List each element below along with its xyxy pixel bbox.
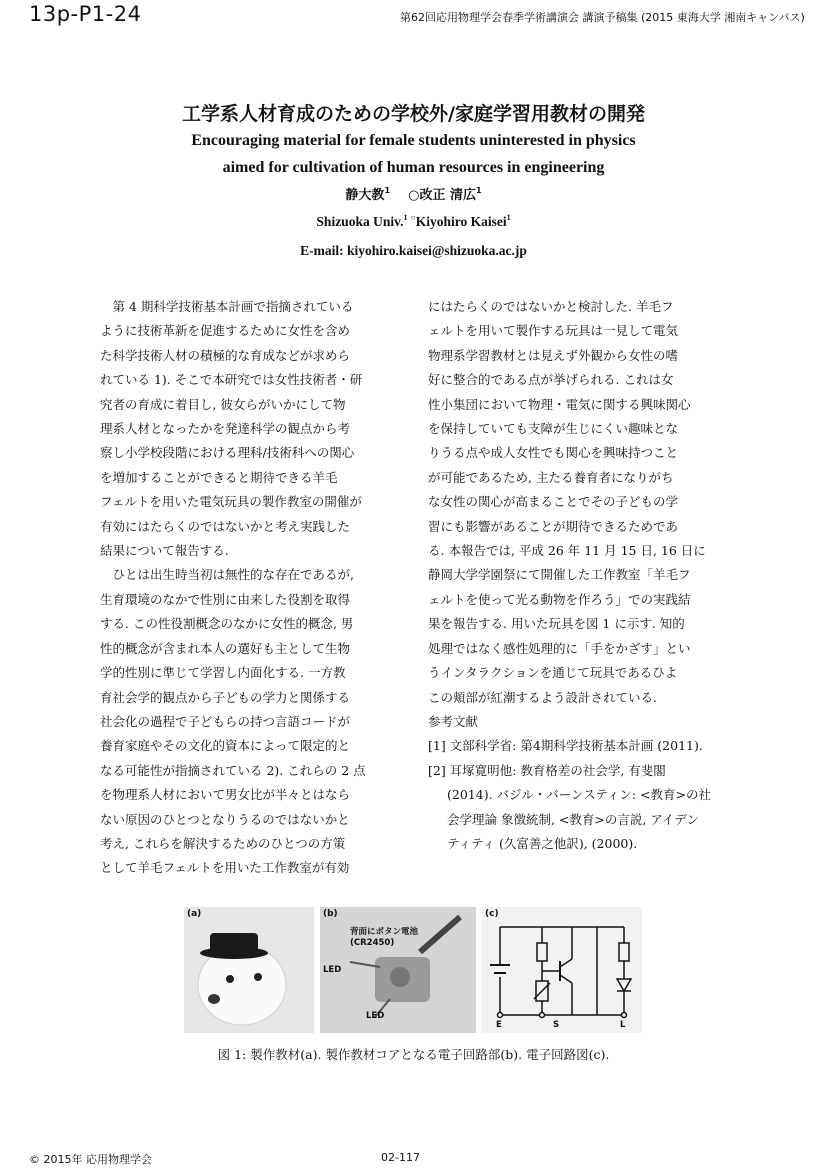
reference-line: [1] 文部科学省: 第4期科学技術基本計画 (2011). xyxy=(428,738,703,754)
paragraph-line: 物理系学習教材とは見えず外観から女性の嗜 xyxy=(428,347,679,363)
paragraph-line: ひとは出生時当初は無性的な存在であるが, xyxy=(100,567,354,583)
reference-line: ティティ (久富善之他訳), (2000). xyxy=(447,835,638,851)
paragraph-line: 第 4 期科学技術基本計画で指摘されている xyxy=(100,299,354,314)
terminal-label-s: S xyxy=(553,1020,560,1030)
footer-copyright: © 2015年 応用物理学会 xyxy=(29,1153,152,1166)
paragraph-line: 育社会学的観点から子どもの学力と関係する xyxy=(100,689,351,705)
paragraph-line: 究者の育成に着目し, 彼女らがいかにして物 xyxy=(100,396,346,412)
affiliation-en: Shizuoka Univ. xyxy=(316,214,404,229)
presenter-mark-en: ○ xyxy=(410,213,416,222)
title-english-line-1: Encouraging material for female students uninterested in physics xyxy=(191,132,636,149)
paragraph-line: りうる点や成人女性でも関心を興味持つこと xyxy=(428,445,679,461)
affil-sup-2: 1 xyxy=(506,213,511,222)
figure-panel-a xyxy=(184,907,314,1033)
circuit-diagram xyxy=(482,907,642,1033)
right-column xyxy=(428,295,748,856)
terminal-label-e: E xyxy=(496,1020,502,1030)
paragraph-line: ように技術革新を促進するために女性を含め xyxy=(100,323,351,339)
led-label-1: LED xyxy=(323,965,342,975)
paper-id: 13p-P1-24 xyxy=(29,2,142,26)
paragraph-line: する. この性役割概念のなかに女性的概念, 男 xyxy=(100,616,354,632)
paragraph-line: 習にも影響があることが期待できるためであ xyxy=(428,518,679,534)
paragraph-line: 考え, これらを解決するためのひとつの方策 xyxy=(100,835,346,851)
conference-header: 第62回応用物理学会春季学術講演会 講演予稿集 (2015 東海大学 湘南キャンパス) xyxy=(400,11,805,24)
paragraph-line: 処理ではなく感性処理的に「手をかざす」とい xyxy=(428,640,691,656)
paragraph-line: 性的概念が含まれ本人の選好も主として生物 xyxy=(100,640,351,656)
figure-panel-c xyxy=(482,907,642,1033)
battery-model-label: (CR2450) xyxy=(350,938,395,948)
paragraph-line: れている 1). そこで本研究では女性技術者・研 xyxy=(100,372,363,388)
authors-english xyxy=(0,214,827,230)
figure-caption: 図 1: 製作教材(a). 製作教材コアとなる電子回路部(b). 電子回路図(c). xyxy=(217,1047,610,1062)
title-japanese: 工学系人材育成のための学校外/家庭学習用教材の開発 xyxy=(182,103,645,125)
panel-label-b: (b) xyxy=(323,909,338,919)
email-line: E-mail: kiyohiro.kaisei@shizuoka.ac.jp xyxy=(300,243,527,258)
paragraph-line: 養育家庭やその文化的資本によって限定的と xyxy=(100,738,351,754)
title-english-line-2: aimed for cultivation of human resources in engineering xyxy=(222,159,605,176)
author-affil-1: 静大教 xyxy=(345,188,385,203)
paragraph-line: た科学技術人材の積極的な育成などが求めら xyxy=(100,347,351,363)
paragraph-line: 理系人材となったかを発達科学の観点から考 xyxy=(100,421,351,437)
author-sup-2: 1 xyxy=(476,186,482,195)
paragraph-line: 社会化の過程で子どもらの持つ言語コードが xyxy=(100,713,351,729)
reference-line: (2014). バジル・バーンスティン: <教育>の社 xyxy=(447,787,711,803)
authors-japanese xyxy=(0,184,827,203)
paragraph-line: 結果について報告する. xyxy=(100,543,229,559)
left-column xyxy=(100,295,405,881)
reference-line: 会学理論 象徴統制, <教育>の言説, アイデン xyxy=(447,811,699,827)
paragraph-line: 性小集団において物理・電気に関する興味関心 xyxy=(428,396,691,412)
paragraph-line: フェルトを用いた電気玩具の製作教室の開催が xyxy=(100,494,362,510)
paragraph-line: 有効にはたらくのではないかと考え実践した xyxy=(100,518,351,534)
paragraph-line: を保持していても支障が生じにくい趣味とな xyxy=(428,421,679,437)
paragraph-line: 学的性別に準じて学習し内面化する. 一方教 xyxy=(100,665,346,681)
paragraph-line: うインタラクションを通じて玩具であるひよ xyxy=(428,665,678,681)
paragraph-line: ェルトを用いて製作する玩具は一見して電気 xyxy=(428,323,679,339)
paragraph-line: なる可能性が指摘されている 2). これらの 2 点 xyxy=(100,762,366,778)
author-name-en: Kiyohiro Kaisei xyxy=(415,214,507,229)
paragraph-line: にはたらくのではないかと検討した. 羊毛フ xyxy=(428,299,674,314)
affil-sup-1: 1 xyxy=(403,213,408,222)
panel-label-c: (c) xyxy=(485,909,499,919)
led-label-2: LED xyxy=(366,1011,385,1021)
paragraph-line: な女性の関心が高まることでその子どもの学 xyxy=(428,494,679,510)
paragraph-line: ェルトを使って光る動物を作ろう」での実践結 xyxy=(428,591,691,607)
paragraph-line: 察し小学校段階における理科/技術科への関心 xyxy=(100,445,355,461)
terminal-label-l: L xyxy=(620,1020,626,1030)
panel-label-a: (a) xyxy=(187,909,202,919)
felt-toy-photo xyxy=(184,907,314,1033)
references-heading: 参考文献 xyxy=(428,713,479,729)
paragraph-line: 生育環境のなかで性別に由来した役割を取得 xyxy=(100,591,351,607)
paragraph-line: この頬部が紅潮するよう設計されている. xyxy=(428,689,657,705)
paragraph-line: ない原因のひとつとなりうるのではないかと xyxy=(100,811,350,827)
paragraph-line: 静岡大学学園祭にて開催した工作教室「羊毛フ xyxy=(428,567,691,583)
paragraph-line: として羊毛フェルトを用いた工作教室が有効 xyxy=(100,860,350,876)
presenter-mark: ○ xyxy=(408,188,420,203)
battery-label: 背面にボタン電池 xyxy=(350,927,419,937)
footer-page-number: 02-117 xyxy=(381,1151,420,1164)
paragraph-line: が可能であるため, 主たる養育者になりがち xyxy=(428,469,674,485)
paragraph-line: を増加することができると期待できる羊毛 xyxy=(100,469,338,485)
figure-panel-b xyxy=(320,907,476,1033)
reference-line: [2] 耳塚寛明他: 教育格差の社会学, 有斐閣 xyxy=(428,762,666,778)
paragraph-line: 果を報告する. 用いた玩具を図 1 に示す. 知的 xyxy=(428,616,685,632)
paragraph-line: る. 本報告では, 平成 26 年 11 月 15 日, 16 日に xyxy=(428,543,706,559)
paragraph-line: 好に整合的である点が挙げられる. これは女 xyxy=(428,372,674,388)
author-name-ja: 改正 清広 xyxy=(419,188,476,203)
paragraph-line: を物理系人材において男女比が半々とはなら xyxy=(100,787,351,803)
author-sup-1: 1 xyxy=(384,186,391,195)
